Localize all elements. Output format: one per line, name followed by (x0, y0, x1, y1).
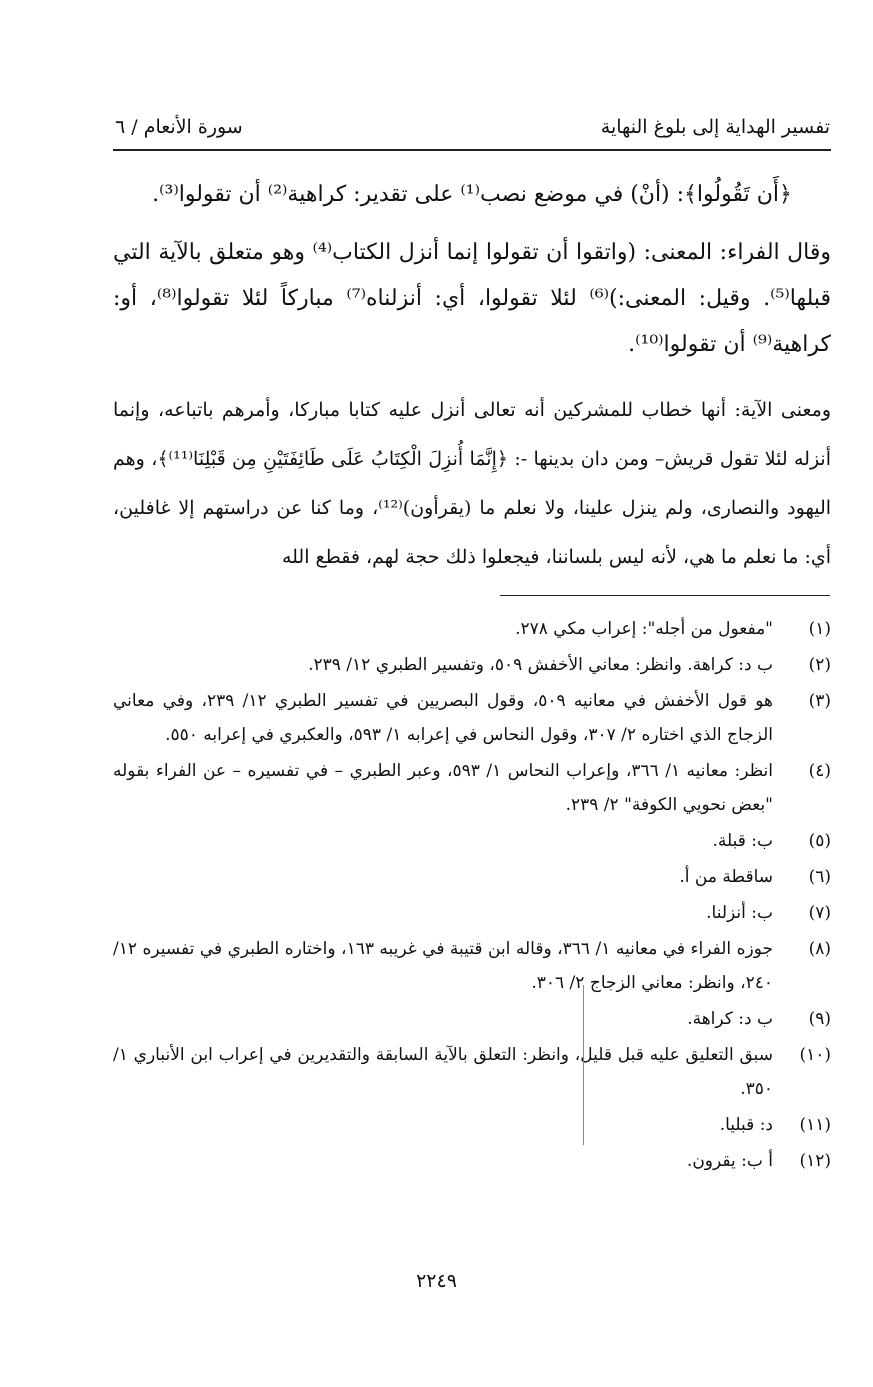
footnote-number: (٤) (808, 761, 831, 781)
footnote-text: هو قول الأخفش في معانيه ٥٠٩، وقول البصريين في تفسير الطبري ١٢/ ٢٣٩، وفي معاني الزجاج الذي اختاره ٢/ ٣٠٧، وقول النحاس في إعرابه ١/ ٥٩٣، والعكبري في إعرابه ٥٥٠. (113, 691, 773, 745)
footnote-number: (١) (808, 619, 831, 639)
running-header (115, 112, 830, 146)
footnote-item (113, 684, 831, 752)
footnote-number: (٣) (808, 691, 831, 711)
paragraph-2: وقال الفراء: المعنى: (واتقوا أن تقولوا إنما أنزل الكتاب⁽⁴⁾ وهو متعلق بالآية التي قبلها⁽⁵⁾. وقيل: المعنى:)⁽⁶⁾ لئلا تقولوا، أي: أنزلناه⁽⁷⁾ مباركاً لئلا تقولوا⁽⁸⁾، أو: كراهية⁽⁹⁾ أن تقولوا⁽¹⁰⁾. (113, 240, 832, 357)
footnotes (113, 612, 831, 1180)
footnote-item (113, 1108, 831, 1142)
footnote-number: (١١) (799, 1115, 831, 1135)
footnote-number: (٨) (808, 939, 831, 959)
header-rule (113, 149, 831, 151)
footnote-item (113, 860, 831, 894)
footnote-separator (500, 595, 830, 596)
footnote-text: أ ب: يقرون. (686, 1151, 773, 1171)
footnote-item (113, 648, 831, 682)
footnote-item (113, 1038, 831, 1106)
footnote-number: (٥) (808, 831, 831, 851)
footnote-text: ب د: كراهة. (687, 1009, 773, 1029)
footnote-text: ب: أنزلنا. (706, 903, 773, 923)
footnote-number: (٧) (808, 903, 831, 923)
footnote-text: ب د: كراهة. وانظر: معاني الأخفش ٥٠٩، وتفسير الطبري ١٢/ ٢٣٩. (308, 655, 773, 675)
footnote-number: (٦) (808, 867, 831, 887)
footnote-item (113, 824, 831, 858)
binding-crease (583, 985, 584, 1145)
footnote-item (113, 932, 831, 1000)
footnote-text: د: قبليا. (719, 1115, 773, 1135)
footnote-item (113, 896, 831, 930)
footnote-number: (٩) (808, 1009, 831, 1029)
footnote-number: (٢) (808, 655, 831, 675)
footnote-text: جوزه الفراء في معانيه ١/ ٣٦٦، وقاله ابن قتيبة في غريبه ١٦٣، واختاره الطبري في تفسيره ١٢/ ٢٤٠، وانظر: معاني الزجاج ٢/ ٣٠٦. (113, 939, 773, 993)
footnote-item (113, 1144, 831, 1178)
footnote-text: سبق التعليق عليه قبل قليل، وانظر: التعلق بالآية السابقة والتقديرين في إعراب ابن الأنباري ١/ ٣٥٠. (113, 1045, 773, 1099)
footnote-text: انظر: معانيه ١/ ٣٦٦، وإعراب النحاس ١/ ٥٩٣، وعبر الطبري – في تفسيره – عن الفراء بقوله "بعض نحويي الكوفة" ٢/ ٢٣٩. (113, 761, 773, 815)
footnote-text: "مفعول من أجله": إعراب مكي ٢٧٨. (515, 619, 773, 639)
footnote-item (113, 754, 831, 822)
footnote-item (113, 1002, 831, 1036)
footnote-text: ساقطة من أ. (679, 867, 773, 887)
book-title: تفسير الهداية إلى بلوغ النهاية (600, 116, 830, 138)
footnote-item (113, 612, 831, 646)
page-number: ٢٢٤٩ (416, 1270, 457, 1292)
surah-label: سورة الأنعام / ٦ (115, 116, 243, 138)
footnote-number: (١٢) (799, 1151, 831, 1171)
footnote-text: ب: قبلة. (712, 831, 773, 851)
main-text (113, 172, 831, 582)
footnote-number: (١٠) (799, 1045, 831, 1065)
paragraph-3: ومعنى الآية: أنها خطاب للمشركين أنه تعالى أنزل عليه كتابا مباركا، وأمرهم باتباعه، وإنما أنزله لئلا تقول قريش– ومن دان بدينها -: ﴿إِنَّمَا أُنزِلَ الْكِتَابُ عَلَى طَائِفَتَيْنِ مِن قَبْلِنَا⁽¹¹⁾﴾، وهم اليهود والنصارى، ولم ينزل علينا، ولا نعلم ما (يقرأون)⁽¹²⁾، وما كنا عن دراستهم إلا غافلين، أي: ما نعلم ما هي، لأنه ليس بلساننا، فيجعلوا ذلك حجة لهم، فقطع الله (113, 399, 832, 568)
paragraph-1: ﴿أَن تَقُولُوا﴾: (أنْ) في موضع نصب⁽¹⁾ على تقدير: كراهية⁽²⁾ أن تقولوا⁽³⁾. (152, 182, 792, 207)
